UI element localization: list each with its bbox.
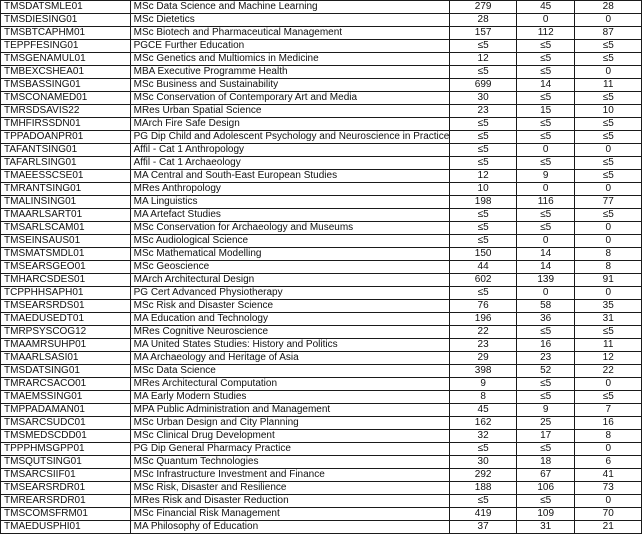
count-col3-cell[interactable]: 73: [575, 482, 642, 495]
programme-name-cell[interactable]: MSc Quantum Technologies: [130, 456, 450, 469]
count-col2-cell[interactable]: ≤5: [516, 443, 575, 456]
table-row: [1, 287, 642, 300]
count-col1-cell[interactable]: 32: [450, 430, 517, 443]
table-row: [1, 14, 642, 27]
count-col3-cell[interactable]: ≤5: [575, 40, 642, 53]
programme-name-cell[interactable]: MSc Business and Sustainability: [130, 79, 450, 92]
count-col1-cell[interactable]: 22: [450, 326, 517, 339]
count-col3-cell[interactable]: 11: [575, 339, 642, 352]
table-row: [1, 196, 642, 209]
count-col2-cell[interactable]: ≤5: [516, 53, 575, 66]
programme-name-cell[interactable]: MSc Geoscience: [130, 261, 450, 274]
programme-name-cell[interactable]: MA Early Modern Studies: [130, 391, 450, 404]
programme-code-cell[interactable]: TMSEINSAUS01: [1, 235, 131, 248]
programme-code-cell[interactable]: TMRARCSACO01: [1, 378, 131, 391]
programme-code-cell[interactable]: TAFANTSING01: [1, 144, 131, 157]
programme-code-cell[interactable]: TMRANTSING01: [1, 183, 131, 196]
count-col3-cell[interactable]: 21: [575, 521, 642, 534]
count-col2-cell[interactable]: 0: [516, 144, 575, 157]
count-col2-cell[interactable]: 112: [516, 27, 575, 40]
count-col1-cell[interactable]: ≤5: [450, 40, 517, 53]
table-row: [1, 300, 642, 313]
count-col3-cell[interactable]: 11: [575, 79, 642, 92]
programme-code-cell[interactable]: TMALINSING01: [1, 196, 131, 209]
table-row: [1, 352, 642, 365]
count-col1-cell[interactable]: 196: [450, 313, 517, 326]
table-row: [1, 222, 642, 235]
programme-name-cell[interactable]: MSc Conservation of Contemporary Art and Media: [130, 92, 450, 105]
table-row: [1, 157, 642, 170]
count-col1-cell[interactable]: 419: [450, 508, 517, 521]
count-col1-cell[interactable]: 23: [450, 105, 517, 118]
programme-name-cell[interactable]: MSc Conservation for Archaeology and Museums: [130, 222, 450, 235]
table-row: [1, 27, 642, 40]
programme-name-cell[interactable]: MA Philosophy of Education: [130, 521, 450, 534]
count-col1-cell[interactable]: 150: [450, 248, 517, 261]
count-col3-cell[interactable]: 0: [575, 183, 642, 196]
count-col3-cell[interactable]: ≤5: [575, 326, 642, 339]
count-col1-cell[interactable]: ≤5: [450, 209, 517, 222]
count-col2-cell[interactable]: 106: [516, 482, 575, 495]
count-col1-cell[interactable]: 157: [450, 27, 517, 40]
programme-name-cell[interactable]: MBA Executive Programme Health: [130, 66, 450, 79]
programme-name-cell[interactable]: MSc Risk, Disaster and Resilience: [130, 482, 450, 495]
count-col3-cell[interactable]: 28: [575, 1, 642, 14]
count-col3-cell[interactable]: 0: [575, 287, 642, 300]
programme-code-cell[interactable]: TAFARLSING01: [1, 157, 131, 170]
count-col3-cell[interactable]: 31: [575, 313, 642, 326]
count-col3-cell[interactable]: ≤5: [575, 53, 642, 66]
count-col3-cell[interactable]: 41: [575, 469, 642, 482]
count-col2-cell[interactable]: ≤5: [516, 222, 575, 235]
count-col1-cell[interactable]: 699: [450, 79, 517, 92]
count-col3-cell[interactable]: 8: [575, 248, 642, 261]
programme-code-cell[interactable]: TMSQUTSING01: [1, 456, 131, 469]
count-col2-cell[interactable]: ≤5: [516, 66, 575, 79]
table-row: [1, 443, 642, 456]
programme-name-cell[interactable]: Affil - Cat 1 Anthropology: [130, 144, 450, 157]
table-row: [1, 339, 642, 352]
programme-name-cell[interactable]: MRes Risk and Disaster Reduction: [130, 495, 450, 508]
count-col1-cell[interactable]: ≤5: [450, 157, 517, 170]
count-col2-cell[interactable]: ≤5: [516, 40, 575, 53]
count-col1-cell[interactable]: ≤5: [450, 144, 517, 157]
programme-code-cell[interactable]: TMAARLSART01: [1, 209, 131, 222]
count-col1-cell[interactable]: ≤5: [450, 287, 517, 300]
count-col3-cell[interactable]: 91: [575, 274, 642, 287]
count-col3-cell[interactable]: ≤5: [575, 391, 642, 404]
table-row: [1, 170, 642, 183]
programme-name-cell[interactable]: MSc Clinical Drug Development: [130, 430, 450, 443]
count-col1-cell[interactable]: 10: [450, 183, 517, 196]
count-col1-cell[interactable]: ≤5: [450, 222, 517, 235]
count-col2-cell[interactable]: 9: [516, 170, 575, 183]
programme-name-cell[interactable]: MPA Public Administration and Management: [130, 404, 450, 417]
count-col3-cell[interactable]: ≤5: [575, 157, 642, 170]
count-col3-cell[interactable]: 0: [575, 222, 642, 235]
programme-name-cell[interactable]: MRes Urban Spatial Science: [130, 105, 450, 118]
table-row: [1, 235, 642, 248]
count-col2-cell[interactable]: 0: [516, 235, 575, 248]
count-col1-cell[interactable]: 188: [450, 482, 517, 495]
programme-name-cell[interactable]: MArch Fire Safe Design: [130, 118, 450, 131]
count-col2-cell[interactable]: 58: [516, 300, 575, 313]
count-col1-cell[interactable]: 198: [450, 196, 517, 209]
programme-code-cell[interactable]: TMSARCSIIF01: [1, 469, 131, 482]
table-row: [1, 495, 642, 508]
table-row: [1, 482, 642, 495]
programme-code-cell[interactable]: TMBEXCSHEA01: [1, 66, 131, 79]
count-col2-cell[interactable]: 109: [516, 508, 575, 521]
count-col3-cell[interactable]: 16: [575, 417, 642, 430]
programme-code-cell[interactable]: TCPPHHSAPH01: [1, 287, 131, 300]
count-col1-cell[interactable]: 45: [450, 404, 517, 417]
count-col3-cell[interactable]: 0: [575, 378, 642, 391]
programme-code-cell[interactable]: TMAEDUSEDT01: [1, 313, 131, 326]
count-col1-cell[interactable]: 9: [450, 378, 517, 391]
programme-name-cell[interactable]: MSc Risk and Disaster Science: [130, 300, 450, 313]
count-col1-cell[interactable]: 162: [450, 417, 517, 430]
programme-code-cell[interactable]: TMREARSRDR01: [1, 495, 131, 508]
table-row: [1, 118, 642, 131]
table-row: [1, 456, 642, 469]
count-col2-cell[interactable]: 139: [516, 274, 575, 287]
count-col1-cell[interactable]: 30: [450, 456, 517, 469]
count-col2-cell[interactable]: 18: [516, 456, 575, 469]
count-col1-cell[interactable]: ≤5: [450, 443, 517, 456]
count-col3-cell[interactable]: 10: [575, 105, 642, 118]
programme-code-cell[interactable]: TPPADOANPR01: [1, 131, 131, 144]
count-col2-cell[interactable]: ≤5: [516, 157, 575, 170]
programme-name-cell[interactable]: MSc Infrastructure Investment and Finance: [130, 469, 450, 482]
count-col1-cell[interactable]: 602: [450, 274, 517, 287]
table-row: [1, 261, 642, 274]
count-col1-cell[interactable]: ≤5: [450, 495, 517, 508]
programme-code-cell[interactable]: TPPPHMSGPP01: [1, 443, 131, 456]
programme-code-cell[interactable]: TMHFIRSSDN01: [1, 118, 131, 131]
count-col3-cell[interactable]: 0: [575, 144, 642, 157]
programme-code-cell[interactable]: TMSMATSMDL01: [1, 248, 131, 261]
table-row: [1, 365, 642, 378]
count-col3-cell[interactable]: 6: [575, 456, 642, 469]
count-col3-cell[interactable]: 0: [575, 235, 642, 248]
table-row: [1, 209, 642, 222]
count-col3-cell[interactable]: 0: [575, 443, 642, 456]
count-col3-cell[interactable]: ≤5: [575, 118, 642, 131]
count-col2-cell[interactable]: 9: [516, 404, 575, 417]
count-col3-cell[interactable]: 0: [575, 14, 642, 27]
count-col3-cell[interactable]: 35: [575, 300, 642, 313]
table-row: [1, 274, 642, 287]
programme-name-cell[interactable]: MRes Anthropology: [130, 183, 450, 196]
programme-code-cell[interactable]: TMAEMSSING01: [1, 391, 131, 404]
programme-code-cell[interactable]: TMAEDUSPHI01: [1, 521, 131, 534]
count-col2-cell[interactable]: ≤5: [516, 92, 575, 105]
count-col3-cell[interactable]: 87: [575, 27, 642, 40]
programme-code-cell[interactable]: TMSEARSGEO01: [1, 261, 131, 274]
count-col1-cell[interactable]: 76: [450, 300, 517, 313]
count-col2-cell[interactable]: 23: [516, 352, 575, 365]
count-col2-cell[interactable]: 31: [516, 521, 575, 534]
programme-name-cell[interactable]: MRes Cognitive Neuroscience: [130, 326, 450, 339]
programme-name-cell[interactable]: MSc Biotech and Pharmaceutical Management: [130, 27, 450, 40]
programme-code-cell[interactable]: TMSBTCAPHM01: [1, 27, 131, 40]
table-body: [1, 1, 642, 534]
programme-name-cell[interactable]: Affil - Cat 1 Archaeology: [130, 157, 450, 170]
table-row: [1, 1, 642, 14]
count-col1-cell[interactable]: 279: [450, 1, 517, 14]
programme-code-cell[interactable]: TMSDATSING01: [1, 365, 131, 378]
count-col1-cell[interactable]: 29: [450, 352, 517, 365]
count-col3-cell[interactable]: 7: [575, 404, 642, 417]
programme-name-cell[interactable]: MSc Data Science and Machine Learning: [130, 1, 450, 14]
programme-code-cell[interactable]: TMAEESSCSE01: [1, 170, 131, 183]
count-col3-cell[interactable]: 0: [575, 66, 642, 79]
programme-code-cell[interactable]: TMSGENAMUL01: [1, 53, 131, 66]
count-col3-cell[interactable]: ≤5: [575, 92, 642, 105]
count-col1-cell[interactable]: 37: [450, 521, 517, 534]
table-row: [1, 326, 642, 339]
table-row: [1, 469, 642, 482]
count-col2-cell[interactable]: ≤5: [516, 209, 575, 222]
programme-name-cell[interactable]: MA Artefact Studies: [130, 209, 450, 222]
table-row: [1, 53, 642, 66]
count-col2-cell[interactable]: 0: [516, 287, 575, 300]
count-col2-cell[interactable]: 15: [516, 105, 575, 118]
count-col2-cell[interactable]: 14: [516, 261, 575, 274]
programme-name-cell[interactable]: MSc Financial Risk Management: [130, 508, 450, 521]
count-col3-cell[interactable]: 8: [575, 430, 642, 443]
programme-code-cell[interactable]: TMHARCSDES01: [1, 274, 131, 287]
count-col1-cell[interactable]: 8: [450, 391, 517, 404]
programme-code-cell[interactable]: TMSMEDSCDD01: [1, 430, 131, 443]
programme-name-cell[interactable]: MSc Audiological Science: [130, 235, 450, 248]
programme-code-cell[interactable]: TMRPSYSCOG12: [1, 326, 131, 339]
table-row: [1, 40, 642, 53]
count-col3-cell[interactable]: 77: [575, 196, 642, 209]
programme-name-cell[interactable]: MRes Architectural Computation: [130, 378, 450, 391]
count-col2-cell[interactable]: ≤5: [516, 495, 575, 508]
count-col1-cell[interactable]: ≤5: [450, 66, 517, 79]
count-col1-cell[interactable]: 30: [450, 92, 517, 105]
count-col2-cell[interactable]: 16: [516, 339, 575, 352]
programme-name-cell[interactable]: MA Archaeology and Heritage of Asia: [130, 352, 450, 365]
count-col2-cell[interactable]: 45: [516, 1, 575, 14]
count-col1-cell[interactable]: ≤5: [450, 235, 517, 248]
count-col2-cell[interactable]: 14: [516, 79, 575, 92]
count-col1-cell[interactable]: ≤5: [450, 118, 517, 131]
count-col3-cell[interactable]: 0: [575, 495, 642, 508]
count-col3-cell[interactable]: ≤5: [575, 131, 642, 144]
table-row: [1, 79, 642, 92]
programme-code-cell[interactable]: TMSARLSCAM01: [1, 222, 131, 235]
count-col1-cell[interactable]: 28: [450, 14, 517, 27]
programme-code-cell[interactable]: TMSCOMSFRM01: [1, 508, 131, 521]
programme-code-cell[interactable]: TMSDATSMLE01: [1, 1, 131, 14]
programme-name-cell[interactable]: MSc Mathematical Modelling: [130, 248, 450, 261]
table-row: [1, 183, 642, 196]
programme-name-cell[interactable]: MA Central and South-East European Studies: [130, 170, 450, 183]
count-col1-cell[interactable]: 44: [450, 261, 517, 274]
table-row: [1, 66, 642, 79]
count-col2-cell[interactable]: 0: [516, 183, 575, 196]
count-col1-cell[interactable]: 23: [450, 339, 517, 352]
count-col2-cell[interactable]: ≤5: [516, 131, 575, 144]
programme-name-cell[interactable]: MA Education and Technology: [130, 313, 450, 326]
table-row: [1, 417, 642, 430]
count-col2-cell[interactable]: 67: [516, 469, 575, 482]
programme-name-cell[interactable]: PG Cert Advanced Physiotherapy: [130, 287, 450, 300]
table-row: [1, 378, 642, 391]
count-col1-cell[interactable]: ≤5: [450, 131, 517, 144]
count-col2-cell[interactable]: 0: [516, 14, 575, 27]
programme-name-cell[interactable]: PG Dip General Pharmacy Practice: [130, 443, 450, 456]
programme-code-cell[interactable]: TMSEARSRDS01: [1, 300, 131, 313]
table-row: [1, 144, 642, 157]
programme-code-cell[interactable]: TMAAMRSUHP01: [1, 339, 131, 352]
count-col3-cell[interactable]: ≤5: [575, 170, 642, 183]
table-row: [1, 92, 642, 105]
count-col2-cell[interactable]: 14: [516, 248, 575, 261]
count-col3-cell[interactable]: 22: [575, 365, 642, 378]
table-row: [1, 105, 642, 118]
table-row: [1, 508, 642, 521]
table-row: [1, 430, 642, 443]
count-col2-cell[interactable]: 17: [516, 430, 575, 443]
programme-code-cell[interactable]: TEPPFESING01: [1, 40, 131, 53]
programme-code-cell[interactable]: TMRSDSAVIS22: [1, 105, 131, 118]
programme-code-cell[interactable]: TMSARCSUDC01: [1, 417, 131, 430]
count-col1-cell[interactable]: 12: [450, 170, 517, 183]
programme-code-cell[interactable]: TMAARLSASI01: [1, 352, 131, 365]
programme-code-cell[interactable]: TMSBASSING01: [1, 79, 131, 92]
count-col2-cell[interactable]: ≤5: [516, 391, 575, 404]
table-row: [1, 313, 642, 326]
count-col1-cell[interactable]: 12: [450, 53, 517, 66]
programme-code-cell[interactable]: TMSCONAMED01: [1, 92, 131, 105]
count-col2-cell[interactable]: 52: [516, 365, 575, 378]
count-col1-cell[interactable]: 292: [450, 469, 517, 482]
table-row: [1, 391, 642, 404]
programme-code-cell[interactable]: TMSDIESING01: [1, 14, 131, 27]
programme-name-cell[interactable]: MSc Genetics and Multiomics in Medicine: [130, 53, 450, 66]
programme-name-cell[interactable]: MA Linguistics: [130, 196, 450, 209]
count-col2-cell[interactable]: ≤5: [516, 118, 575, 131]
programme-name-cell[interactable]: MArch Architectural Design: [130, 274, 450, 287]
programme-name-cell[interactable]: MSc Data Science: [130, 365, 450, 378]
count-col2-cell[interactable]: 36: [516, 313, 575, 326]
count-col2-cell[interactable]: 116: [516, 196, 575, 209]
count-col1-cell[interactable]: 398: [450, 365, 517, 378]
count-col3-cell[interactable]: 12: [575, 352, 642, 365]
count-col3-cell[interactable]: 70: [575, 508, 642, 521]
table-row: [1, 248, 642, 261]
count-col2-cell[interactable]: 25: [516, 417, 575, 430]
programme-name-cell[interactable]: MSc Dietetics: [130, 14, 450, 27]
programme-name-cell[interactable]: PG Dip Child and Adolescent Psychology and Neuroscience in Practice: [130, 131, 450, 144]
table-row: [1, 131, 642, 144]
count-col3-cell[interactable]: 8: [575, 261, 642, 274]
programme-code-cell[interactable]: TMSEARSRDR01: [1, 482, 131, 495]
count-col3-cell[interactable]: ≤5: [575, 209, 642, 222]
table-row: [1, 521, 642, 534]
programme-name-cell[interactable]: MA United States Studies: History and Politics: [130, 339, 450, 352]
count-col2-cell[interactable]: ≤5: [516, 378, 575, 391]
table-row: [1, 404, 642, 417]
count-col2-cell[interactable]: ≤5: [516, 326, 575, 339]
programme-name-cell[interactable]: MSc Urban Design and City Planning: [130, 417, 450, 430]
programme-name-cell[interactable]: PGCE Further Education: [130, 40, 450, 53]
programme-code-cell[interactable]: TMPPADAMAN01: [1, 404, 131, 417]
